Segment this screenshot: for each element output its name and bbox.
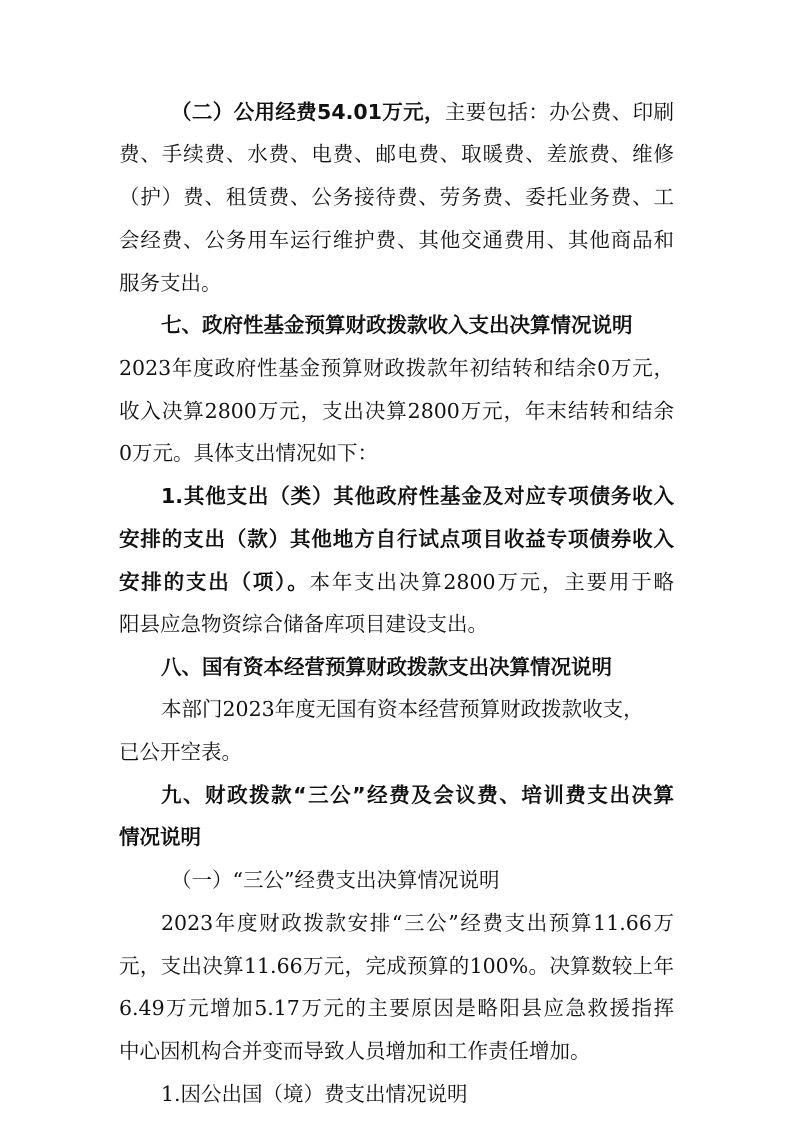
item-line: 阳县应急物资综合储备库项目建设支出。 <box>119 612 488 636</box>
paragraph-line <box>171 98 674 126</box>
paragraph-line: 会经费、公务用车运行维护费、其他交通费用、其他商品和 <box>119 228 674 252</box>
section-heading: 八、国有资本经营预算财政拨款支出决算情况说明 <box>161 655 612 679</box>
section-heading: 九、财政拨款“三公”经费及会议费、培训费支出决算 <box>161 783 674 807</box>
item-line: 1.其他支出（类）其他政府性基金及对应专项债务收入 <box>161 484 674 508</box>
paragraph-line: 2023年度财政拨款安排“三公”经费支出预算11.66万 <box>161 911 674 935</box>
section-heading: 七、政府性基金预算财政拨款收入支出决算情况说明 <box>161 313 633 337</box>
paragraph-line: 服务支出。 <box>119 271 222 295</box>
paragraph-line: 6.49万元增加5.17万元的主要原因是略阳县应急救援指挥 <box>119 996 674 1020</box>
item-line: 1.因公出国（境）费支出情况说明 <box>161 1082 468 1106</box>
bold-lead: 安排的支出（项）。 <box>119 570 310 594</box>
paragraph-line: 本部门2023年度无国有资本经营预算财政拨款收支， <box>161 697 644 721</box>
section-heading: 情况说明 <box>119 825 201 849</box>
paragraph-line: 2023年度政府性基金预算财政拨款年初结转和结余0万元， <box>119 356 674 380</box>
paragraph-line: 元，支出决算11.66万元，完成预算的100%。决算数较上年 <box>119 954 674 978</box>
paragraph-line: 已公开空表。 <box>119 740 242 764</box>
bold-lead: （二）公用经费54.01万元， <box>171 100 445 124</box>
paragraph-line: （护）费、租赁费、公务接待费、劳务费、委托业务费、工 <box>119 185 674 209</box>
subheading: （一）“三公”经费支出决算情况说明 <box>171 868 500 892</box>
paragraph-line: 收入决算2800万元，支出决算2800万元，年末结转和结余 <box>119 399 674 423</box>
text-span: 主要包括：办公费、印刷 <box>444 100 675 124</box>
paragraph-line: 费、手续费、水费、电费、邮电费、取暖费、差旅费、维修 <box>119 142 674 166</box>
item-line <box>119 568 674 596</box>
paragraph-line: 0万元。具体支出情况如下： <box>119 441 379 465</box>
paragraph-line: 中心因机构合并变而导致人员增加和工作责任增加。 <box>119 1039 591 1063</box>
text-span: 本年支出决算2800万元，主要用于略 <box>309 570 675 594</box>
item-line: 安排的支出（款）其他地方自行试点项目收益专项债券收入 <box>119 527 674 551</box>
